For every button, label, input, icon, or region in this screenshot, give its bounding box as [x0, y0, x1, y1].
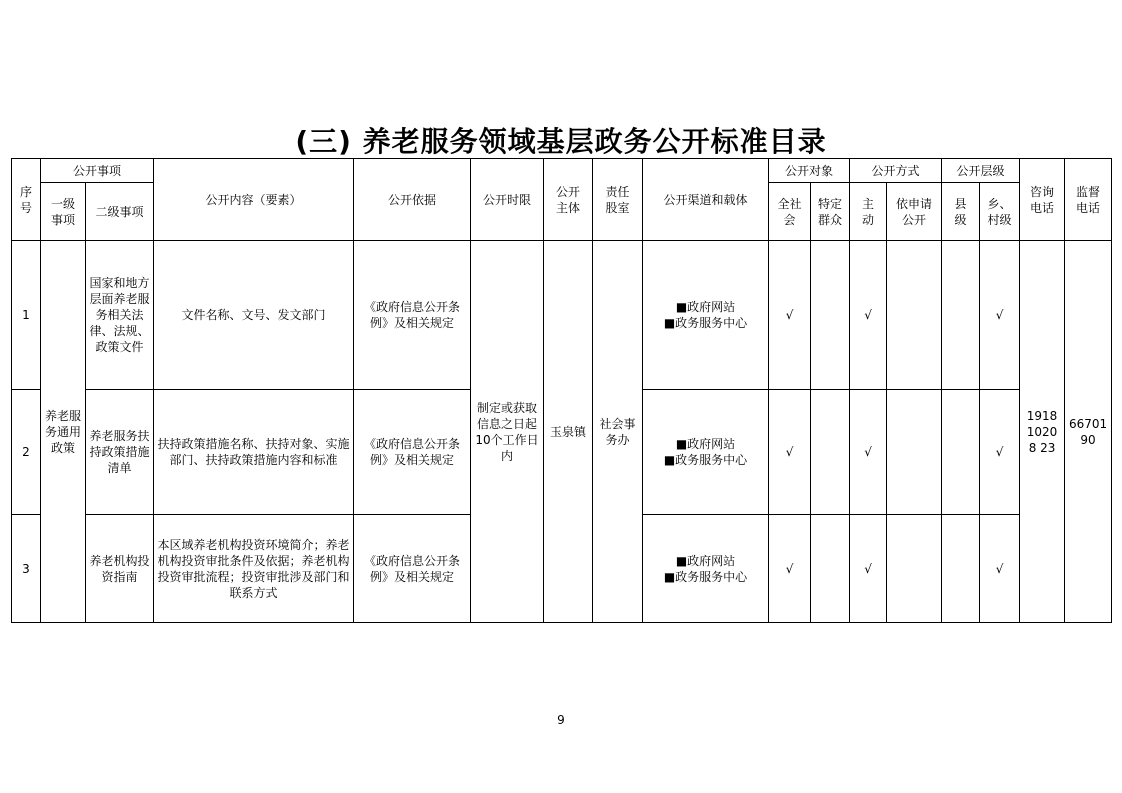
county-check — [942, 390, 980, 515]
disclosure-content: 本区域养老机构投资环境简介；养老机构投资审批条件及依据；养老机构投资审批流程；投资审批涉及部门和联系方式 — [154, 515, 354, 623]
channel-service-center: ■政务服务中心 — [663, 453, 748, 467]
township-check: √ — [980, 515, 1020, 623]
active-check: √ — [850, 241, 887, 390]
level2-item: 国家和地方层面养老服务相关法律、法规、政策文件 — [86, 241, 154, 390]
township-check: √ — [980, 390, 1020, 515]
header-whole-society — [769, 183, 811, 241]
header-seq-text-2: 号 — [19, 200, 32, 215]
header-seq — [12, 159, 41, 241]
header-specific-group — [811, 183, 850, 241]
page-number: 9 — [557, 713, 565, 727]
header-level1-l2: 事项 — [50, 212, 75, 227]
disclosure-content: 文件名称、文号、发文部门 — [154, 241, 354, 390]
channel-service-center: ■政务服务中心 — [663, 316, 748, 330]
channel-website: ■政府网站 — [675, 437, 736, 451]
county-check — [942, 515, 980, 623]
active-check: √ — [850, 390, 887, 515]
header-or-l2: 公开 — [902, 212, 927, 227]
header-consult-l1: 咨询 — [1030, 184, 1055, 199]
responsible-office: 社会事务办 — [593, 241, 643, 623]
disclosure-catalog-table — [11, 158, 1112, 623]
row-seq: 2 — [12, 390, 41, 515]
header-level1-l1: 一级 — [50, 196, 75, 211]
header-office-l1: 责任 — [605, 184, 630, 199]
header-gkss: 公开事项 — [41, 159, 154, 183]
disclosure-content: 扶持政策措施名称、扶持对象、实施部门、扶持政策措施内容和标准 — [154, 390, 354, 515]
on-request-check — [887, 241, 942, 390]
time-limit: 制定或获取信息之日起10个工作日内 — [471, 241, 544, 623]
header-or-l1: 依申请 — [896, 196, 933, 211]
header-time-limit: 公开时限 — [471, 159, 544, 241]
specific-group-check — [811, 515, 850, 623]
header-county-l2: 级 — [954, 212, 967, 227]
header-office — [593, 159, 643, 241]
disclosure-channel — [643, 241, 769, 390]
disclosure-channel — [643, 390, 769, 515]
header-active-l2: 动 — [862, 212, 875, 227]
header-basis: 公开依据 — [354, 159, 471, 241]
channel-website: ■政府网站 — [675, 553, 736, 568]
header-mode: 公开方式 — [850, 159, 942, 183]
header-township — [980, 183, 1020, 241]
active-check: √ — [850, 515, 887, 623]
header-township-l1: 乡、 — [987, 196, 1012, 211]
header-active-l1: 主 — [862, 196, 875, 211]
page-title: (三) 养老服务领域基层政务公开标准目录 — [295, 125, 827, 158]
header-ws-l1: 全社 — [777, 196, 802, 211]
disclosure-subject: 玉泉镇 — [544, 241, 593, 623]
header-supervise-phone — [1065, 159, 1112, 241]
supervise-phone: 6670190 — [1065, 241, 1112, 623]
header-target: 公开对象 — [769, 159, 850, 183]
header-subject-l2: 主体 — [556, 200, 581, 215]
header-county-l1: 县 — [954, 196, 967, 211]
header-township-l2: 村级 — [987, 212, 1012, 227]
header-sg-l2: 群众 — [818, 212, 843, 227]
header-level2: 二级事项 — [86, 183, 154, 241]
specific-group-check — [811, 241, 850, 390]
township-check: √ — [980, 241, 1020, 390]
level1-item: 养老服务通用政策 — [41, 241, 86, 623]
header-supervise-l2: 电话 — [1076, 200, 1101, 215]
whole-society-check: √ — [769, 515, 811, 623]
row-seq: 1 — [12, 241, 41, 390]
header-on-request — [887, 183, 942, 241]
on-request-check — [887, 390, 942, 515]
disclosure-basis: 《政府信息公开条例》及相关规定 — [354, 390, 471, 515]
header-content: 公开内容（要素） — [154, 159, 354, 241]
header-subject-l1: 公开 — [556, 184, 581, 199]
header-subject — [544, 159, 593, 241]
header-office-l2: 股室 — [605, 200, 630, 215]
header-sg-l1: 特定 — [818, 196, 843, 211]
disclosure-basis: 《政府信息公开条例》及相关规定 — [354, 515, 471, 623]
table-row — [12, 241, 1112, 390]
channel-website: ■政府网站 — [675, 300, 736, 314]
header-ws-l2: 会 — [783, 212, 796, 227]
header-row-1 — [12, 159, 1112, 183]
on-request-check — [887, 515, 942, 623]
header-consult-phone — [1020, 159, 1065, 241]
specific-group-check — [811, 390, 850, 515]
header-level1 — [41, 183, 86, 241]
header-consult-l2: 电话 — [1030, 200, 1055, 215]
header-county — [942, 183, 980, 241]
header-level: 公开层级 — [942, 159, 1020, 183]
level2-item: 养老机构投资指南 — [86, 515, 154, 623]
header-active — [850, 183, 887, 241]
level2-item: 养老服务扶持政策措施清单 — [86, 390, 154, 515]
header-supervise-l1: 监督 — [1076, 184, 1101, 199]
whole-society-check: √ — [769, 241, 811, 390]
disclosure-basis: 《政府信息公开条例》及相关规定 — [354, 241, 471, 390]
disclosure-channel — [643, 515, 769, 623]
row-seq: 3 — [12, 515, 41, 623]
header-seq-text: 序 — [19, 184, 32, 199]
channel-service-center: ■政务服务中心 — [663, 569, 748, 584]
consult-phone: 191810208 23 — [1020, 241, 1065, 623]
county-check — [942, 241, 980, 390]
header-channel: 公开渠道和载体 — [643, 159, 769, 241]
whole-society-check: √ — [769, 390, 811, 515]
